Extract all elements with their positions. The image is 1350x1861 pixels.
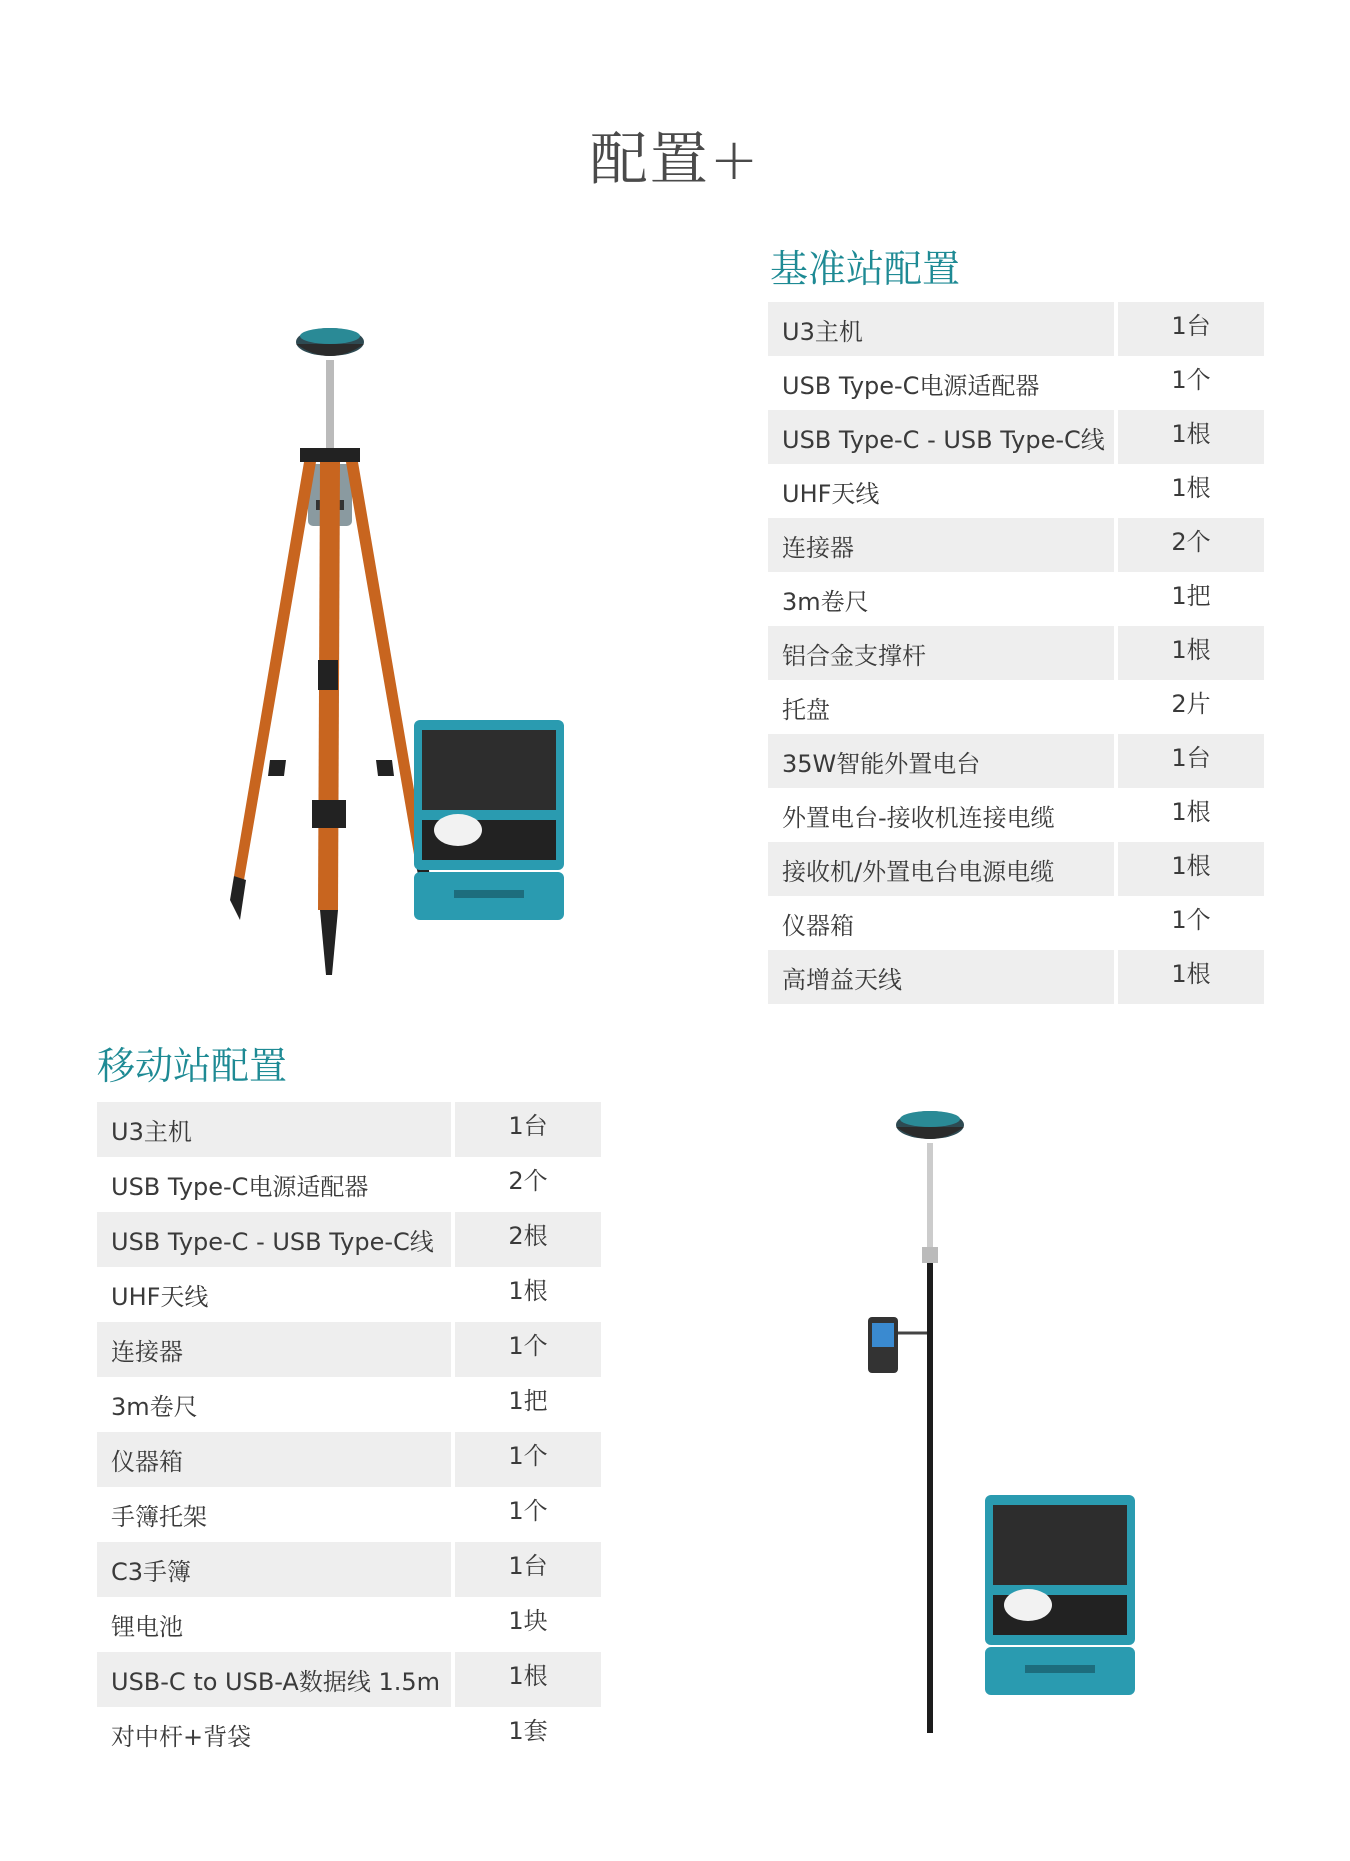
rover-station-item-qty: 1根 bbox=[455, 1652, 601, 1707]
rover-station-item-name: 对中杆+背袋 bbox=[111, 1723, 252, 1751]
base-station-item-qty: 2片 bbox=[1171, 689, 1211, 718]
base-station-item-name: 连接器 bbox=[768, 518, 1114, 572]
rover-station-item-qty: 1个 bbox=[508, 1497, 548, 1525]
rover-station-item-name: UHF天线 bbox=[111, 1283, 209, 1311]
rover-station-item-name: 锂电池 bbox=[111, 1613, 183, 1641]
base-station-item-qty: 2个 bbox=[1118, 518, 1264, 572]
rover-station-item-name: USB Type-C电源适配器 bbox=[111, 1173, 369, 1201]
base-station-item-name: USB Type-C - USB Type-C线 bbox=[768, 410, 1114, 464]
base-station-item-name: 托盘 bbox=[782, 695, 830, 724]
base-station-item-qty: 1根 bbox=[1118, 842, 1264, 896]
rover-station-item-name: C3手簿 bbox=[97, 1542, 451, 1597]
rover-station-item-qty: 1把 bbox=[508, 1387, 548, 1415]
base-station-title: 基准站配置 bbox=[770, 247, 961, 291]
instrument-case-icon bbox=[414, 720, 564, 920]
rover-station-row bbox=[97, 1432, 601, 1487]
rover-station-row bbox=[97, 1487, 601, 1542]
base-station-row bbox=[768, 842, 1264, 896]
rover-station-table bbox=[97, 1102, 601, 1762]
base-station-row bbox=[768, 464, 1264, 518]
base-station-item-name: USB Type-C电源适配器 bbox=[782, 371, 1040, 400]
rover-station-row bbox=[97, 1102, 601, 1157]
base-station-row bbox=[768, 734, 1264, 788]
rover-station-item-qty: 2个 bbox=[508, 1167, 548, 1195]
base-station-table bbox=[768, 302, 1264, 1004]
rover-station-item-name: USB-C to USB-A数据线 1.5m bbox=[97, 1652, 451, 1707]
base-station-row bbox=[768, 410, 1264, 464]
base-station-item-qty: 1根 bbox=[1118, 410, 1264, 464]
rover-station-item-name: 连接器 bbox=[97, 1322, 451, 1377]
rover-station-row bbox=[97, 1652, 601, 1707]
rover-station-item-name: 仪器箱 bbox=[97, 1432, 451, 1487]
base-station-item-name: UHF天线 bbox=[782, 479, 880, 508]
rover-station-product-photo bbox=[840, 1095, 1180, 1755]
handheld-controller-icon bbox=[868, 1317, 927, 1373]
base-station-item-name: 铝合金支撑杆 bbox=[768, 626, 1114, 680]
base-station-item-qty: 1个 bbox=[1171, 365, 1211, 394]
base-station-item-name: 35W智能外置电台 bbox=[768, 734, 1114, 788]
rover-station-item-qty: 1台 bbox=[455, 1102, 601, 1157]
rover-station-row bbox=[97, 1377, 601, 1432]
base-station-item-qty: 1根 bbox=[1171, 797, 1211, 826]
base-station-item-qty: 1个 bbox=[1171, 905, 1211, 934]
base-station-item-qty: 1把 bbox=[1171, 581, 1211, 610]
base-station-item-name: 仪器箱 bbox=[782, 911, 854, 940]
base-station-item-qty: 1根 bbox=[1118, 950, 1264, 1004]
rover-station-item-name: U3主机 bbox=[97, 1102, 451, 1157]
logo-text: UFO bbox=[935, 1395, 949, 1421]
base-station-item-qty: 1根 bbox=[1171, 473, 1211, 502]
base-station-row bbox=[768, 302, 1264, 356]
base-station-row bbox=[768, 518, 1264, 572]
base-station-item-name: 接收机/外置电台电源电缆 bbox=[768, 842, 1114, 896]
rover-station-row bbox=[97, 1212, 601, 1267]
rover-station-item-qty: 1根 bbox=[508, 1277, 548, 1305]
base-station-item-qty: 1台 bbox=[1118, 734, 1264, 788]
rover-station-row bbox=[97, 1157, 601, 1212]
rover-station-item-qty: 1块 bbox=[508, 1607, 548, 1635]
base-station-item-name: 3m卷尺 bbox=[782, 587, 869, 616]
base-station-row bbox=[768, 356, 1264, 410]
base-station-item-qty: 1根 bbox=[1118, 626, 1264, 680]
rover-station-item-qty: 1台 bbox=[455, 1542, 601, 1597]
rover-station-item-qty: 1套 bbox=[508, 1717, 548, 1745]
rover-station-title: 移动站配置 bbox=[97, 1044, 288, 1088]
base-station-row bbox=[768, 896, 1264, 950]
rover-station-item-name: USB Type-C - USB Type-C线 bbox=[97, 1212, 451, 1267]
rover-station-item-qty: 1个 bbox=[455, 1322, 601, 1377]
base-station-product-photo bbox=[200, 320, 620, 990]
base-station-row bbox=[768, 950, 1264, 1004]
base-station-row bbox=[768, 626, 1264, 680]
rover-station-row bbox=[97, 1542, 601, 1597]
base-station-row bbox=[768, 680, 1264, 734]
base-station-item-name: 外置电台-接收机连接电缆 bbox=[782, 803, 1055, 832]
base-station-item-name: 高增益天线 bbox=[768, 950, 1114, 1004]
instrument-case-icon bbox=[985, 1495, 1135, 1695]
rover-station-item-qty: 1个 bbox=[455, 1432, 601, 1487]
rover-station-item-name: 3m卷尺 bbox=[111, 1393, 198, 1421]
rover-station-row bbox=[97, 1597, 601, 1652]
rover-station-item-name: 手簿托架 bbox=[111, 1503, 207, 1531]
base-station-item-name: U3主机 bbox=[768, 302, 1114, 356]
base-station-item-qty: 1台 bbox=[1118, 302, 1264, 356]
rover-station-row bbox=[97, 1707, 601, 1762]
page-title: 配置+ bbox=[589, 125, 761, 193]
base-station-row bbox=[768, 788, 1264, 842]
rover-station-item-qty: 2根 bbox=[455, 1212, 601, 1267]
rover-station-row bbox=[97, 1267, 601, 1322]
base-station-row bbox=[768, 572, 1264, 626]
rover-station-row bbox=[97, 1322, 601, 1377]
